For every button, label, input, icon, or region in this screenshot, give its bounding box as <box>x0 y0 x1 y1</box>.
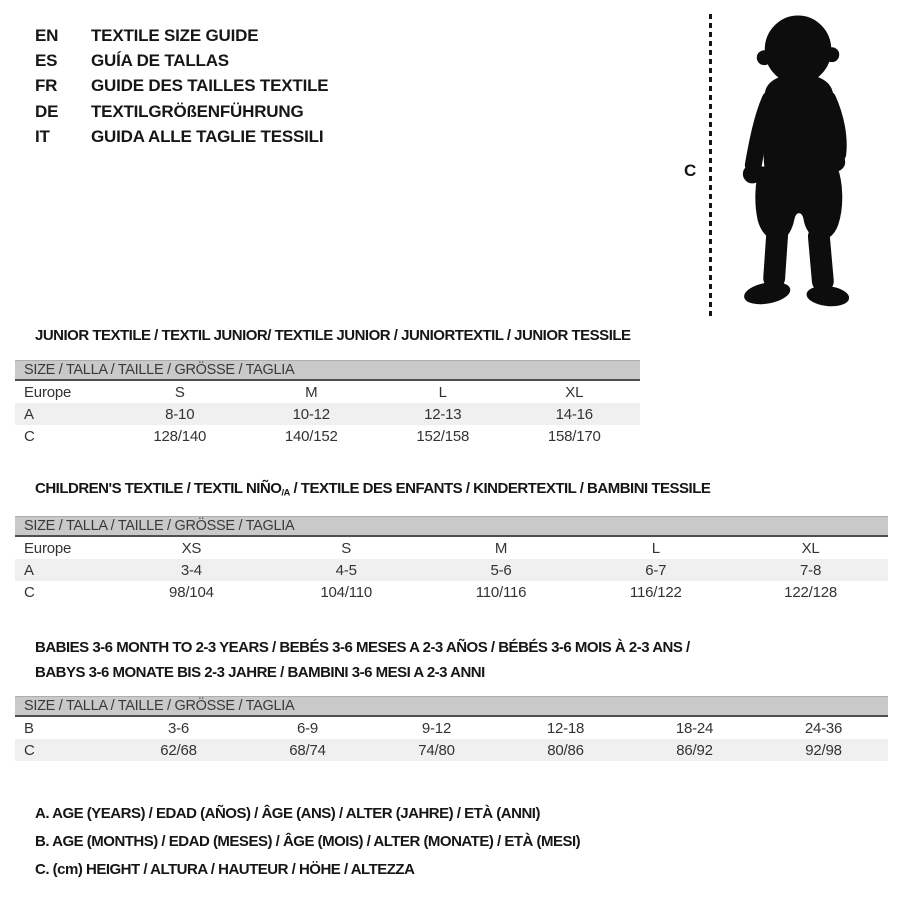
table-row <box>15 537 888 559</box>
babies-size-table <box>15 696 888 761</box>
table-cell: 158/170 <box>547 427 601 445</box>
table-cell: 7-8 <box>800 561 822 579</box>
table-cell: 152/158 <box>416 427 470 445</box>
table-cell: 80/86 <box>547 741 584 759</box>
toddler-silhouette-icon <box>720 8 880 316</box>
table-cell: 8-10 <box>165 405 195 423</box>
lang-label: GUIDE DES TAILLES TEXTILE <box>91 76 329 96</box>
row-label: C <box>24 741 35 759</box>
table-cell: 3-4 <box>180 561 202 579</box>
children-title-text: CHILDREN'S TEXTILE / TEXTIL NIÑO <box>35 480 282 497</box>
table-cell: 10-12 <box>292 405 330 423</box>
legend-line-b: B. AGE (MONTHS) / EDAD (MESES) / ÂGE (MOIS) / ALTER (MONATE) / ETÀ (MESI) <box>35 832 581 850</box>
lang-label: GUIDA ALLE TAGLIE TESSILI <box>91 127 324 147</box>
table-cell: 116/122 <box>629 583 682 601</box>
legend-line-c: C. (cm) HEIGHT / ALTURA / HAUTEUR / HÖHE / ALTEZZA <box>35 860 415 878</box>
lang-code: FR <box>35 76 58 96</box>
table-cell: L <box>438 383 447 401</box>
measure-label-c: C <box>684 161 697 180</box>
table-cell: 6-7 <box>645 561 667 579</box>
table-cell: XL <box>801 539 820 557</box>
table-cell: 24-36 <box>804 719 843 737</box>
lang-code: DE <box>35 101 59 121</box>
table-row <box>15 559 888 581</box>
lang-label: TEXTILGRÖßENFÜHRUNG <box>91 101 304 121</box>
table-row <box>15 717 888 739</box>
lang-row-de <box>35 99 328 124</box>
table-cell: XS <box>181 539 202 557</box>
size-table-header-band: SIZE / TALLA / TAILLE / GRÖSSE / TAGLIA <box>15 516 888 537</box>
table-row <box>15 425 640 447</box>
lang-code: EN <box>35 25 59 45</box>
table-cell: 74/80 <box>418 741 455 759</box>
table-cell: 3-6 <box>167 719 190 737</box>
babies-section-title-line2: BABYS 3-6 MONATE BIS 2-3 JAHRE / BAMBINI 3-6 MESI A 2-3 ANNI <box>35 664 485 681</box>
children-size-table <box>15 516 888 603</box>
lang-row-it <box>35 125 328 150</box>
table-cell: 92/98 <box>805 741 842 759</box>
row-label: A <box>24 405 34 423</box>
lang-row-en <box>35 23 328 48</box>
table-cell: 98/104 <box>169 583 214 601</box>
junior-size-table <box>15 360 640 447</box>
lang-label: TEXTILE SIZE GUIDE <box>91 25 259 45</box>
table-cell: 12-18 <box>546 719 585 737</box>
table-cell: L <box>651 539 660 557</box>
table-cell: 5-6 <box>490 561 512 579</box>
table-cell: 68/74 <box>289 741 326 759</box>
row-label: Europe <box>24 539 72 557</box>
table-cell: 9-12 <box>421 719 452 737</box>
size-table-header-band: SIZE / TALLA / TAILLE / GRÖSSE / TAGLIA <box>15 360 640 381</box>
table-cell: 140/152 <box>284 427 338 445</box>
table-row <box>15 381 640 403</box>
height-dotted-line <box>709 14 712 316</box>
table-cell: S <box>174 383 185 401</box>
children-title-subscript: /A <box>281 487 290 498</box>
language-guide-block <box>35 23 328 150</box>
table-cell: M <box>494 539 508 557</box>
table-cell: 122/128 <box>784 583 837 601</box>
table-cell: 4-5 <box>335 561 357 579</box>
table-cell: XL <box>565 383 584 401</box>
table-cell: 110/116 <box>475 583 527 601</box>
lang-label: GUÍA DE TALLAS <box>91 51 229 71</box>
table-cell: 6-9 <box>296 719 319 737</box>
table-row <box>15 403 640 425</box>
measurement-legend <box>35 799 580 883</box>
table-cell: S <box>341 539 352 557</box>
row-label: A <box>24 561 34 579</box>
table-cell: 104/110 <box>320 583 373 601</box>
table-row <box>15 739 888 761</box>
row-label: C <box>24 583 35 601</box>
legend-line-a: A. AGE (YEARS) / EDAD (AÑOS) / ÂGE (ANS) / ALTER (JAHRE) / ETÀ (ANNI) <box>35 804 540 822</box>
children-title-text: / TEXTILE DES ENFANTS / KINDERTEXTIL / BAMBINI TESSILE <box>289 480 711 497</box>
lang-code: IT <box>35 127 50 147</box>
table-cell: 12-13 <box>424 405 462 423</box>
size-table-header-band: SIZE / TALLA / TAILLE / GRÖSSE / TAGLIA <box>15 696 888 717</box>
table-cell: 14-16 <box>555 405 593 423</box>
row-label: B <box>24 719 34 737</box>
lang-row-es <box>35 48 328 73</box>
row-label: C <box>24 427 35 445</box>
table-row <box>15 581 888 603</box>
table-cell: M <box>305 383 318 401</box>
junior-section-title: JUNIOR TEXTILE / TEXTIL JUNIOR/ TEXTILE JUNIOR / JUNIORTEXTIL / JUNIOR TESSILE <box>35 327 631 344</box>
lang-row-fr <box>35 74 328 99</box>
babies-section-title-line1: BABIES 3-6 MONTH TO 2-3 YEARS / BEBÉS 3-6 MESES A 2-3 AÑOS / BÉBÉS 3-6 MOIS À 2-3 ANS / <box>35 639 690 656</box>
lang-code: ES <box>35 51 58 71</box>
table-cell: 86/92 <box>676 741 713 759</box>
table-cell: 62/68 <box>160 741 197 759</box>
children-section-title <box>35 480 710 498</box>
row-label: Europe <box>24 383 72 401</box>
table-cell: 18-24 <box>675 719 714 737</box>
table-cell: 128/140 <box>153 427 207 445</box>
